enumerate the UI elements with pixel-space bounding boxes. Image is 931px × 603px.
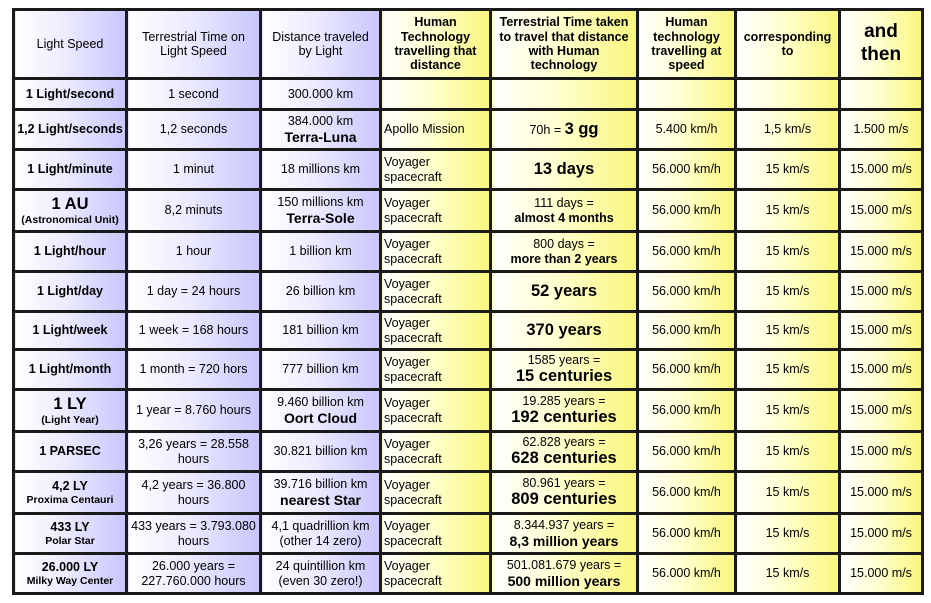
human-time-cell	[491, 110, 638, 150]
distance-value: 18 millions km	[280, 162, 361, 177]
human-time-main: 192 centuries	[511, 408, 617, 427]
table-row	[14, 232, 923, 272]
speed-kmh-cell: 56.000 km/h	[638, 312, 736, 350]
distance-cell	[261, 190, 381, 232]
light-unit: 1 Light/minute	[27, 162, 113, 177]
speed-kmh-cell: 5.400 km/h	[638, 110, 736, 150]
speed-kmh-cell: 56.000 km/h	[638, 472, 736, 514]
table-row	[14, 514, 923, 554]
speed-kmh-cell: 56.000 km/h	[638, 390, 736, 432]
distance-value: 777 billion km	[282, 362, 359, 377]
speed-kmh-cell: 56.000 km/h	[638, 432, 736, 472]
technology-cell: Voyager spacecraft	[381, 232, 491, 272]
light-time-cell: 1 hour	[127, 232, 261, 272]
speed-ms-cell: 15.000 m/s	[840, 390, 923, 432]
distance-cell	[261, 554, 381, 594]
header-row	[14, 10, 923, 79]
light-unit-cell	[14, 232, 127, 272]
light-unit-cell	[14, 390, 127, 432]
table-row	[14, 472, 923, 514]
table-row	[14, 350, 923, 390]
speed-kms-cell	[736, 79, 840, 110]
distance-cell	[261, 150, 381, 190]
distance-subtitle: (other 14 zero)	[279, 533, 362, 548]
speed-kms-cell: 15 km/s	[736, 514, 840, 554]
light-unit-subtitle: (Light Year)	[41, 413, 99, 426]
human-time-cell	[491, 79, 638, 110]
light-unit: 1 Light/second	[25, 86, 115, 101]
technology-cell: Voyager spacecraft	[381, 150, 491, 190]
header-terrestrial-time: Terrestrial Time on Light Speed	[127, 10, 261, 79]
technology-cell: Voyager spacecraft	[381, 312, 491, 350]
speed-kmh-cell: 56.000 km/h	[638, 150, 736, 190]
table-row	[14, 390, 923, 432]
light-speed-comparison-table	[12, 8, 924, 595]
light-unit-cell	[14, 514, 127, 554]
speed-ms-cell: 15.000 m/s	[840, 150, 923, 190]
speed-kms-cell: 15 km/s	[736, 272, 840, 312]
speed-kms-cell: 15 km/s	[736, 390, 840, 432]
technology-cell: Voyager spacecraft	[381, 432, 491, 472]
human-time-cell	[491, 150, 638, 190]
speed-ms-cell: 15.000 m/s	[840, 472, 923, 514]
distance-cell	[261, 390, 381, 432]
speed-kms-cell: 15 km/s	[736, 232, 840, 272]
human-time-prefix: 62.828 years =	[522, 434, 606, 449]
light-unit: 1,2 Light/seconds	[17, 122, 123, 137]
speed-ms-cell	[840, 79, 923, 110]
light-unit: 433 LY	[50, 520, 90, 535]
light-unit: 1 Light/day	[37, 284, 103, 299]
speed-kmh-cell: 56.000 km/h	[638, 272, 736, 312]
human-time-main: 500 million years	[507, 572, 621, 589]
speed-kmh-cell	[638, 79, 736, 110]
distance-cell	[261, 312, 381, 350]
light-unit-subtitle: Proxima Centauri	[26, 493, 114, 506]
light-unit: 1 Light/week	[32, 323, 108, 338]
light-unit-subtitle: Polar Star	[45, 534, 95, 547]
human-time-main: 8,3 million years	[509, 532, 619, 549]
header-speed: Human technology travelling at speed	[638, 10, 736, 79]
speed-kms-cell: 15 km/s	[736, 312, 840, 350]
light-unit-cell	[14, 350, 127, 390]
table-row	[14, 554, 923, 594]
light-unit: 1 LY	[53, 394, 87, 413]
table-row	[14, 79, 923, 110]
speed-kms-cell: 1,5 km/s	[736, 110, 840, 150]
header-corresponding: corresponding to	[736, 10, 840, 79]
human-time-main: 370 years	[526, 321, 602, 340]
technology-cell	[381, 79, 491, 110]
human-time-main: almost 4 months	[514, 210, 614, 225]
human-time-cell	[491, 232, 638, 272]
human-time-main: 52 years	[530, 282, 598, 301]
human-time-prefix: 8.344.937 years =	[513, 518, 615, 533]
distance-cell	[261, 472, 381, 514]
human-time-cell	[491, 514, 638, 554]
header-distance: Distance traveled by Light	[261, 10, 381, 79]
light-time-cell: 433 years = 3.793.080 hours	[127, 514, 261, 554]
table-row	[14, 272, 923, 312]
distance-subtitle: (even 30 zero!)	[278, 573, 363, 588]
technology-cell: Voyager spacecraft	[381, 390, 491, 432]
speed-kmh-cell: 56.000 km/h	[638, 554, 736, 594]
technology-cell: Apollo Mission	[381, 110, 491, 150]
light-time-cell: 1 week = 168 hours	[127, 312, 261, 350]
light-unit-cell	[14, 190, 127, 232]
human-time-prefix: 501.081.679 years =	[506, 558, 622, 573]
human-time-prefix: 80.961 years =	[522, 475, 606, 490]
distance-value: 39.716 billion km	[273, 477, 368, 492]
technology-cell: Voyager spacecraft	[381, 350, 491, 390]
speed-ms-cell: 15.000 m/s	[840, 312, 923, 350]
light-unit-subtitle: Milky Way Center	[26, 574, 114, 587]
light-time-cell: 3,26 years = 28.558 hours	[127, 432, 261, 472]
speed-ms-cell: 15.000 m/s	[840, 190, 923, 232]
light-unit-cell	[14, 79, 127, 110]
distance-subtitle: nearest Star	[280, 491, 361, 508]
light-unit-cell	[14, 432, 127, 472]
light-time-cell: 1 second	[127, 79, 261, 110]
light-unit-cell	[14, 110, 127, 150]
table-row	[14, 150, 923, 190]
distance-cell	[261, 110, 381, 150]
distance-value: 1 billion km	[289, 244, 352, 259]
table-row	[14, 432, 923, 472]
technology-cell: Voyager spacecraft	[381, 514, 491, 554]
light-time-cell: 1,2 seconds	[127, 110, 261, 150]
human-time-cell	[491, 554, 638, 594]
human-time-prefix: 1585 years =	[527, 352, 601, 367]
distance-subtitle: Terra-Sole	[286, 209, 355, 226]
light-unit: 26.000 LY	[41, 560, 99, 575]
distance-value: 24 quintillion km	[275, 559, 366, 574]
distance-value: 300.000 km	[287, 86, 354, 101]
light-unit-cell	[14, 272, 127, 312]
distance-cell	[261, 272, 381, 312]
speed-kms-cell: 15 km/s	[736, 432, 840, 472]
light-time-cell: 26.000 years = 227.760.000 hours	[127, 554, 261, 594]
light-time-cell: 8,2 minuts	[127, 190, 261, 232]
speed-kmh-cell: 56.000 km/h	[638, 190, 736, 232]
header-light-speed: Light Speed	[14, 10, 127, 79]
human-time-cell	[491, 272, 638, 312]
distance-value: 384.000 km	[287, 114, 354, 129]
human-time-prefix: 111 days =	[534, 196, 594, 211]
human-time-main: 628 centuries	[511, 449, 617, 468]
human-time-main: more than 2 years	[510, 251, 618, 266]
table-row	[14, 312, 923, 350]
light-time-cell: 1 month = 720 hors	[127, 350, 261, 390]
distance-value: 26 billion km	[285, 284, 356, 299]
technology-cell: Voyager spacecraft	[381, 190, 491, 232]
distance-cell	[261, 350, 381, 390]
speed-ms-cell: 15.000 m/s	[840, 350, 923, 390]
speed-ms-cell: 1.500 m/s	[840, 110, 923, 150]
table-row	[14, 190, 923, 232]
human-time-prefix: 800 days =	[533, 237, 595, 252]
human-time-cell	[491, 432, 638, 472]
speed-kmh-cell: 56.000 km/h	[638, 514, 736, 554]
distance-value: 4,1 quadrillion km	[271, 519, 370, 534]
light-unit-cell	[14, 312, 127, 350]
technology-cell: Voyager spacecraft	[381, 472, 491, 514]
light-time-cell: 1 year = 8.760 hours	[127, 390, 261, 432]
speed-ms-cell: 15.000 m/s	[840, 232, 923, 272]
distance-value: 9.460 billion km	[277, 395, 364, 410]
human-time-main: 3 gg	[564, 120, 599, 139]
human-time-cell	[491, 312, 638, 350]
light-unit: 1 Light/month	[28, 362, 112, 377]
table-row	[14, 110, 923, 150]
human-time-cell	[491, 390, 638, 432]
speed-kms-cell: 15 km/s	[736, 150, 840, 190]
speed-kmh-cell: 56.000 km/h	[638, 232, 736, 272]
light-unit: 1 Light/hour	[33, 244, 107, 259]
distance-cell	[261, 514, 381, 554]
distance-cell	[261, 79, 381, 110]
human-time-main: 15 centuries	[515, 367, 613, 386]
speed-ms-cell: 15.000 m/s	[840, 514, 923, 554]
technology-cell: Voyager spacecraft	[381, 554, 491, 594]
light-unit: 4,2 LY	[52, 479, 88, 494]
human-time-prefix: 19.285 years =	[522, 393, 606, 408]
light-time-cell: 4,2 years = 36.800 hours	[127, 472, 261, 514]
distance-subtitle: Oort Cloud	[283, 409, 358, 426]
speed-kms-cell: 15 km/s	[736, 554, 840, 594]
header-human-technology: Human Technology travelling that distance	[381, 10, 491, 79]
light-unit-cell	[14, 150, 127, 190]
speed-ms-cell: 15.000 m/s	[840, 272, 923, 312]
light-unit: 1 AU	[51, 194, 89, 213]
human-time-main: 809 centuries	[511, 490, 617, 509]
light-time-cell: 1 minut	[127, 150, 261, 190]
light-unit: 1 PARSEC	[39, 444, 101, 459]
speed-kms-cell: 15 km/s	[736, 472, 840, 514]
distance-cell	[261, 432, 381, 472]
distance-value: 150 millions km	[277, 195, 364, 210]
human-time-cell	[491, 350, 638, 390]
distance-value: 181 billion km	[282, 323, 359, 338]
human-time-cell	[491, 190, 638, 232]
distance-value: 30.821 billion km	[273, 444, 368, 459]
human-time-cell	[491, 472, 638, 514]
light-unit-cell	[14, 554, 127, 594]
speed-kmh-cell: 56.000 km/h	[638, 350, 736, 390]
distance-subtitle: Terra-Luna	[284, 128, 357, 145]
technology-cell: Voyager spacecraft	[381, 272, 491, 312]
speed-kms-cell: 15 km/s	[736, 350, 840, 390]
distance-cell	[261, 232, 381, 272]
light-unit-subtitle: (Astronomical Unit)	[21, 213, 119, 226]
speed-ms-cell: 15.000 m/s	[840, 554, 923, 594]
human-time-prefix: 70h =	[529, 123, 565, 138]
human-time-main: 13 days	[533, 160, 595, 179]
header-time-human-technology: Terrestrial Time taken to travel that distance with Human technology	[491, 10, 638, 79]
speed-kms-cell: 15 km/s	[736, 190, 840, 232]
light-time-cell: 1 day = 24 hours	[127, 272, 261, 312]
light-unit-cell	[14, 472, 127, 514]
header-and-then: and then	[840, 10, 923, 79]
speed-ms-cell: 15.000 m/s	[840, 432, 923, 472]
